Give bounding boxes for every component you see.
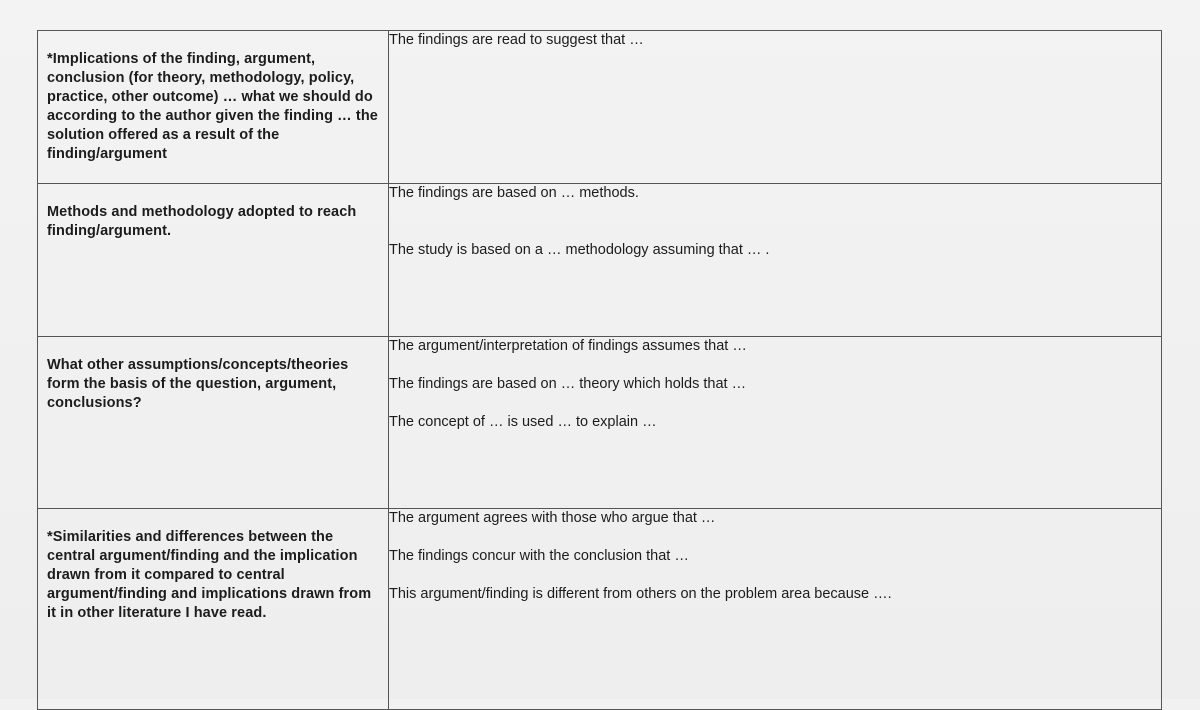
phrase-cell bbox=[389, 31, 1162, 184]
row-prompt-assumptions: What other assumptions/concepts/theories form the basis of the question, argument, conclusions? bbox=[47, 357, 349, 411]
table-row bbox=[38, 337, 1162, 509]
phrase-cell bbox=[389, 184, 1162, 337]
phrase-line: The study is based on a … methodology assuming that … . bbox=[389, 242, 770, 258]
prompt-cell bbox=[38, 31, 389, 184]
prompt-cell bbox=[38, 509, 389, 710]
phrase-table bbox=[37, 30, 1162, 710]
row-prompt-methods: Methods and methodology adopted to reach finding/argument. bbox=[47, 204, 357, 239]
table-row bbox=[38, 509, 1162, 710]
phrase-line: The argument agrees with those who argue that … bbox=[389, 510, 716, 526]
phrase-line: The findings are read to suggest that … bbox=[389, 32, 644, 48]
phrase-line: The argument/interpretation of findings assumes that … bbox=[389, 338, 747, 354]
row-prompt-implications: *Implications of the finding, argument, conclusion (for theory, methodology, policy, practice, other outcome) … what we should do according to the author given the finding … the solution offered as a result of the finding/argument bbox=[47, 51, 378, 162]
phrase-line: The findings concur with the conclusion that … bbox=[389, 548, 689, 564]
row-prompt-similarities: *Similarities and differences between the central argument/finding and the implication drawn from it compared to central argument/finding and implications drawn from it in other literature I have read. bbox=[47, 529, 372, 621]
phrase-line: This argument/finding is different from others on the problem area because …. bbox=[389, 586, 892, 602]
prompt-cell bbox=[38, 337, 389, 509]
phrase-cell bbox=[389, 337, 1162, 509]
phrase-line: The findings are based on … theory which holds that … bbox=[389, 376, 747, 392]
table-row bbox=[38, 31, 1162, 184]
phrase-cell bbox=[389, 509, 1162, 710]
phrase-line: The findings are based on … methods. bbox=[389, 185, 639, 201]
table-row bbox=[38, 184, 1162, 337]
prompt-cell bbox=[38, 184, 389, 337]
phrase-line: The concept of … is used … to explain … bbox=[389, 414, 657, 430]
